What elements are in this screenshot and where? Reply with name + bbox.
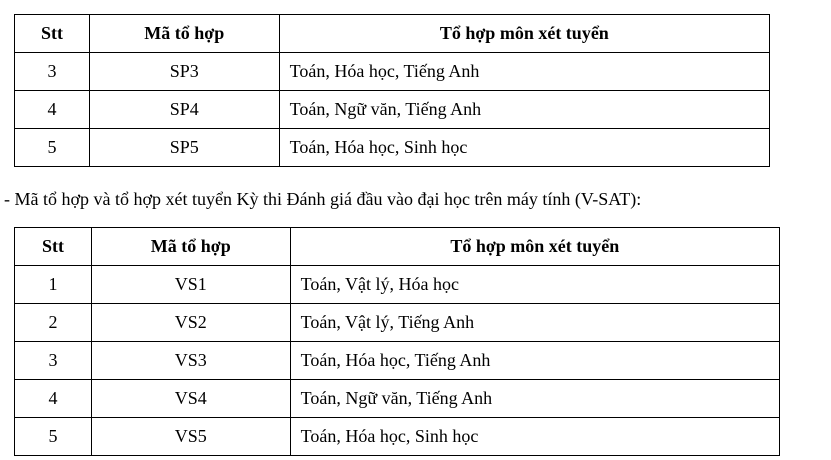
cell-subjects: Toán, Hóa học, Sinh học bbox=[290, 418, 779, 456]
header-stt: Stt bbox=[15, 15, 90, 53]
cell-stt: 4 bbox=[15, 91, 90, 129]
table-row bbox=[15, 266, 780, 304]
header-code: Mã tổ hợp bbox=[89, 15, 279, 53]
cell-subjects: Toán, Ngữ văn, Tiếng Anh bbox=[290, 380, 779, 418]
cell-subjects: Toán, Hóa học, Sinh học bbox=[279, 129, 769, 167]
cell-stt: 4 bbox=[15, 380, 92, 418]
cell-subjects: Toán, Hóa học, Tiếng Anh bbox=[279, 53, 769, 91]
cell-subjects: Toán, Hóa học, Tiếng Anh bbox=[290, 342, 779, 380]
cell-code: VS4 bbox=[91, 380, 290, 418]
table-header-row bbox=[15, 228, 780, 266]
cell-stt: 3 bbox=[15, 342, 92, 380]
cell-subjects: Toán, Ngữ văn, Tiếng Anh bbox=[279, 91, 769, 129]
table-header-row bbox=[15, 15, 770, 53]
table-row bbox=[15, 342, 780, 380]
header-stt: Stt bbox=[15, 228, 92, 266]
combination-table-sp bbox=[14, 14, 770, 167]
table-row bbox=[15, 418, 780, 456]
cell-subjects: Toán, Vật lý, Hóa học bbox=[290, 266, 779, 304]
table-row bbox=[15, 91, 770, 129]
cell-code: VS5 bbox=[91, 418, 290, 456]
header-subjects: Tổ hợp môn xét tuyển bbox=[290, 228, 779, 266]
cell-stt: 1 bbox=[15, 266, 92, 304]
section-note: - Mã tổ hợp và tổ hợp xét tuyển Kỳ thi Đánh giá đầu vào đại học trên máy tính (V-SAT): bbox=[4, 189, 642, 209]
cell-stt: 5 bbox=[15, 129, 90, 167]
table-row bbox=[15, 53, 770, 91]
cell-stt: 5 bbox=[15, 418, 92, 456]
cell-code: VS1 bbox=[91, 266, 290, 304]
header-code: Mã tổ hợp bbox=[91, 228, 290, 266]
header-subjects: Tổ hợp môn xét tuyển bbox=[279, 15, 769, 53]
table-row bbox=[15, 304, 780, 342]
combination-table-vsat bbox=[14, 227, 780, 456]
cell-code: SP4 bbox=[89, 91, 279, 129]
cell-stt: 3 bbox=[15, 53, 90, 91]
cell-code: VS3 bbox=[91, 342, 290, 380]
table-row bbox=[15, 129, 770, 167]
table-row bbox=[15, 380, 780, 418]
cell-stt: 2 bbox=[15, 304, 92, 342]
cell-code: SP5 bbox=[89, 129, 279, 167]
cell-code: VS2 bbox=[91, 304, 290, 342]
cell-code: SP3 bbox=[89, 53, 279, 91]
cell-subjects: Toán, Vật lý, Tiếng Anh bbox=[290, 304, 779, 342]
